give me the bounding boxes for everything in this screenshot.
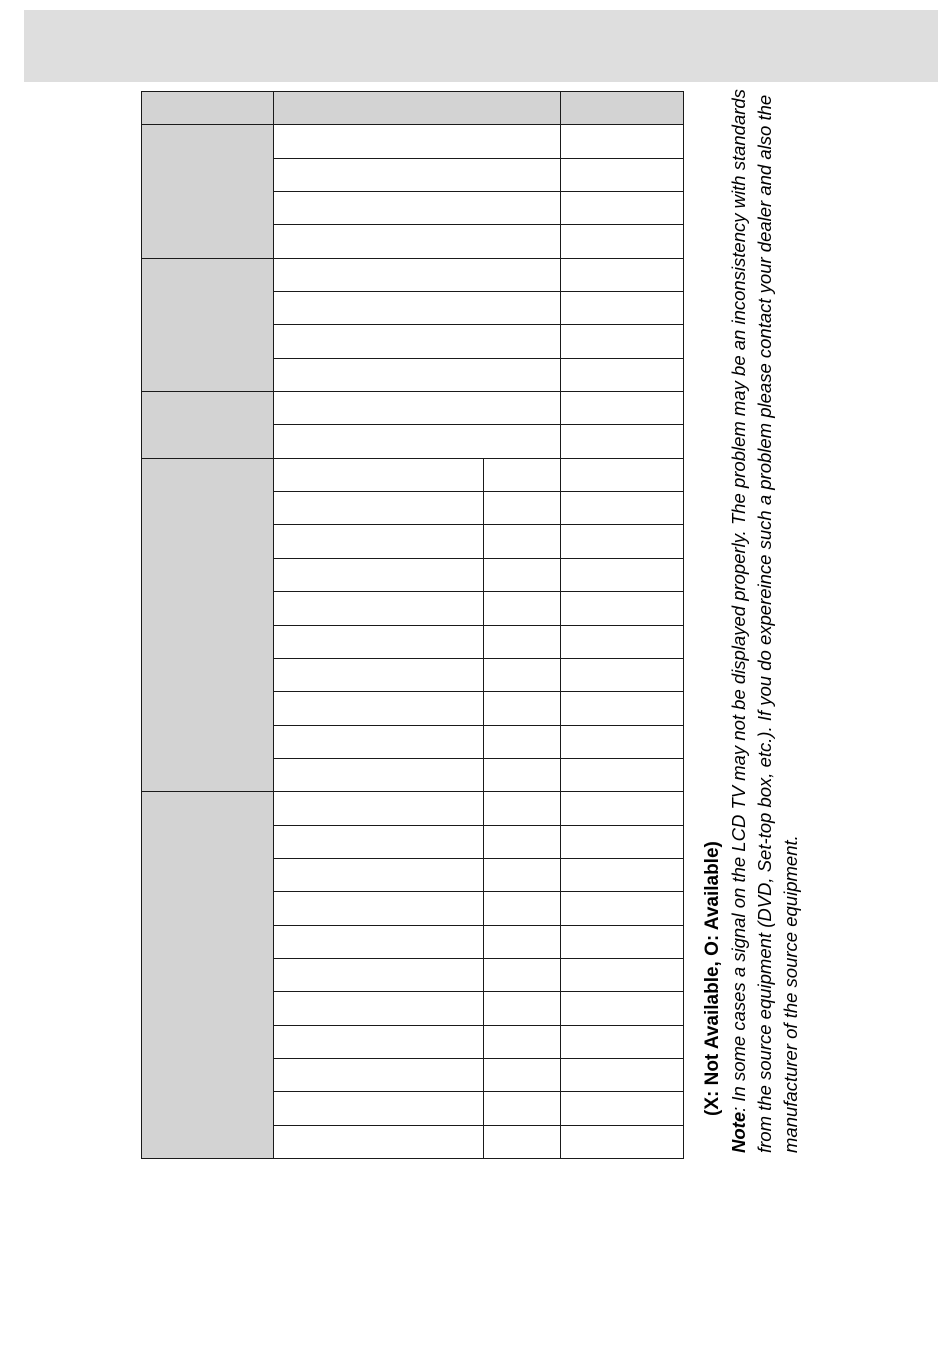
- table-cell: [274, 258, 561, 291]
- table-group-cell: [142, 392, 274, 459]
- table-cell: [274, 692, 484, 725]
- table-group-cell: [142, 792, 274, 1159]
- table-cell: [274, 758, 484, 791]
- table-cell: [274, 425, 561, 458]
- availability-legend: (X: Not Available, O: Available): [702, 841, 723, 1116]
- table-cell: [484, 825, 561, 858]
- table-cell: [274, 358, 561, 391]
- table-cell: [561, 825, 684, 858]
- table-cell: [484, 458, 561, 491]
- table-cell: [274, 1092, 484, 1125]
- table-cell: [274, 525, 484, 558]
- table-cell: [484, 958, 561, 991]
- table-cell: [484, 992, 561, 1025]
- table-cell: [561, 658, 684, 691]
- note-label: Note: [728, 1111, 749, 1153]
- table-cell: [561, 958, 684, 991]
- table-cell: [561, 292, 684, 325]
- table-cell: [561, 525, 684, 558]
- table-group-cell: [142, 125, 274, 258]
- table-cell: [561, 725, 684, 758]
- table-cell: [561, 425, 684, 458]
- table-group-cell: [142, 258, 274, 391]
- table-cell: [484, 758, 561, 791]
- table-header-row: [142, 92, 684, 125]
- signal-compatibility-table: [141, 91, 684, 1159]
- note-paragraph: [726, 88, 804, 1153]
- table-group-cell: [142, 458, 274, 791]
- table-cell: [274, 992, 484, 1025]
- table-cell: [484, 692, 561, 725]
- table-cell: [561, 358, 684, 391]
- table-cell: [484, 1058, 561, 1091]
- table-cell: [274, 792, 484, 825]
- table-cell: [274, 192, 561, 225]
- table-cell: [561, 458, 684, 491]
- table-cell: [274, 858, 484, 891]
- table-cell: [484, 558, 561, 591]
- table-cell: [274, 392, 561, 425]
- table-cell: [561, 392, 684, 425]
- table-cell: [274, 958, 484, 991]
- table-cell: [274, 1125, 484, 1158]
- table-cell: [561, 858, 684, 891]
- table-cell: [484, 925, 561, 958]
- table-cell: [561, 558, 684, 591]
- table-row: [142, 258, 684, 291]
- table-cell: [561, 892, 684, 925]
- table-cell: [561, 158, 684, 191]
- table-row: [142, 792, 684, 825]
- table-cell: [274, 658, 484, 691]
- table-cell: [561, 925, 684, 958]
- table-cell: [274, 125, 561, 158]
- table-row: [142, 125, 684, 158]
- table-cell: [561, 258, 684, 291]
- table-cell: [561, 758, 684, 791]
- table-cell: [484, 858, 561, 891]
- table-cell: [484, 1092, 561, 1125]
- table-cell: [561, 792, 684, 825]
- table-cell: [274, 925, 484, 958]
- table-header-cell: [561, 92, 684, 125]
- table-cell: [484, 892, 561, 925]
- table-cell: [274, 592, 484, 625]
- table-cell: [561, 1092, 684, 1125]
- table-cell: [484, 792, 561, 825]
- table-cell: [561, 192, 684, 225]
- table-cell: [484, 592, 561, 625]
- table-row: [142, 392, 684, 425]
- table-cell: [484, 525, 561, 558]
- table-cell: [561, 625, 684, 658]
- table-row: [142, 458, 684, 491]
- table-header-cell: [142, 92, 274, 125]
- table-cell: [484, 625, 561, 658]
- table-cell: [561, 992, 684, 1025]
- table-cell: [561, 125, 684, 158]
- table-cell: [561, 492, 684, 525]
- table-cell: [274, 892, 484, 925]
- table-cell: [561, 1058, 684, 1091]
- note-text: : In some cases a signal on the LCD TV may not be displayed properly. The problem may be an inconsistency with standards from the source equipment (DVD, Set-top box, etc.). If you do expereince such a problem please contact your dealer and also the manufacturer of the source equipment.: [728, 89, 801, 1153]
- table-cell: [274, 458, 484, 491]
- table-cell: [484, 658, 561, 691]
- table-cell: [274, 625, 484, 658]
- page-header-band: [24, 10, 938, 82]
- table-cell: [484, 1125, 561, 1158]
- table-cell: [274, 292, 561, 325]
- table-header-cell: [274, 92, 561, 125]
- table-cell: [274, 558, 484, 591]
- table-cell: [561, 1025, 684, 1058]
- table-cell: [274, 1025, 484, 1058]
- table-cell: [274, 492, 484, 525]
- table-cell: [561, 225, 684, 258]
- table-cell: [561, 325, 684, 358]
- table-cell: [484, 725, 561, 758]
- table-cell: [561, 692, 684, 725]
- table-cell: [561, 592, 684, 625]
- table-cell: [274, 725, 484, 758]
- table-cell: [274, 158, 561, 191]
- table-cell: [274, 1058, 484, 1091]
- table-cell: [274, 825, 484, 858]
- table-cell: [561, 1125, 684, 1158]
- table-cell: [274, 225, 561, 258]
- table-cell: [484, 492, 561, 525]
- table-cell: [484, 1025, 561, 1058]
- table-cell: [274, 325, 561, 358]
